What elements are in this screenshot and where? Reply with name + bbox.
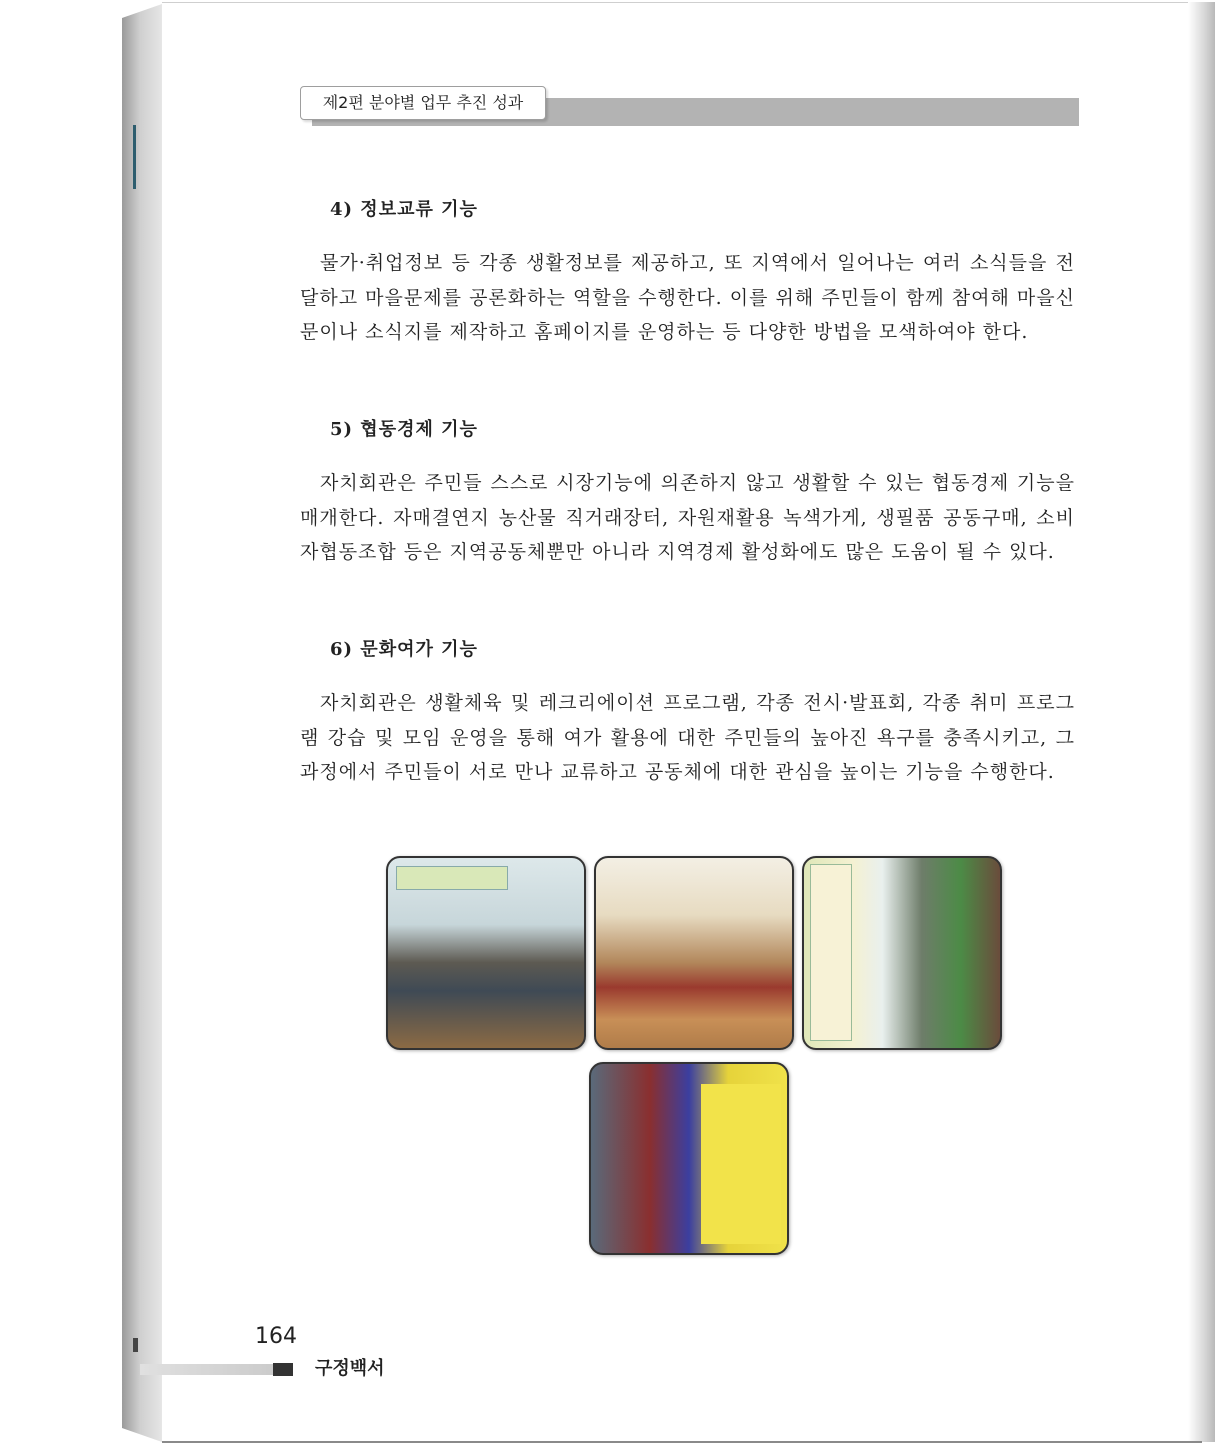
section-info-exchange <box>300 195 1075 350</box>
section-body: 물가·취업정보 등 각종 생활정보를 제공하고, 또 지역에서 일어나는 여러 소식들을 전달하고 마을문제를 공론화하는 역할을 수행한다. 이를 위해 주민들이 함께 참여해 마을신문이나 소식지를 제작하고 홈페이지를 운영하는 등 다양한 방법을 모색하여야 한다. <box>300 252 1075 343</box>
section-cooperative-economy <box>300 415 1075 570</box>
section-culture-leisure <box>300 635 1075 790</box>
section-title: 5) 협동경제 기능 <box>330 419 478 440</box>
photo-community-lounge <box>594 856 794 1050</box>
photo-village-festival <box>589 1062 789 1255</box>
spine-accent <box>133 125 136 189</box>
footer-bar <box>140 1364 290 1375</box>
photo-meeting <box>386 856 586 1050</box>
page-bottom-edge <box>162 1441 1202 1443</box>
page-number: 164 <box>255 1324 297 1349</box>
section-title: 6) 문화여가 기능 <box>330 639 478 660</box>
section-title: 4) 정보교류 기능 <box>330 199 478 220</box>
book-title: 구정백서 <box>315 1358 385 1379</box>
page-edge-shadow <box>1188 2 1215 1442</box>
section-body: 자치회관은 생활체육 및 레크리에이션 프로그램, 각종 전시·발표회, 각종 취미 프로그램 강습 및 모임 운영을 통해 여가 활용에 대한 주민들의 높아진 욕구를 충족시키고, 그 과정에서 주민들이 서로 만나 교류하고 공동체에 대한 관심을 높이는 기능을 수행한다. <box>300 692 1075 783</box>
chapter-header-label: 제2편 분야별 업무 추진 성과 <box>300 86 546 120</box>
section-body: 자치회관은 주민들 스스로 시장기능에 의존하지 않고 생활할 수 있는 협동경제 기능을 매개한다. 자매결연지 농산물 직거래장터, 자원재활용 녹색가게, 생필품 공동구매, 소비자협동조합 등은 지역공동체뿐만 아니라 지역경제 활성화에도 많은 도움이 될 수 있다. <box>300 472 1075 563</box>
book-spine <box>122 4 162 1442</box>
footer-bar-accent <box>273 1363 293 1376</box>
spine-mark <box>133 1338 138 1352</box>
photo-market-stall <box>802 856 1002 1050</box>
